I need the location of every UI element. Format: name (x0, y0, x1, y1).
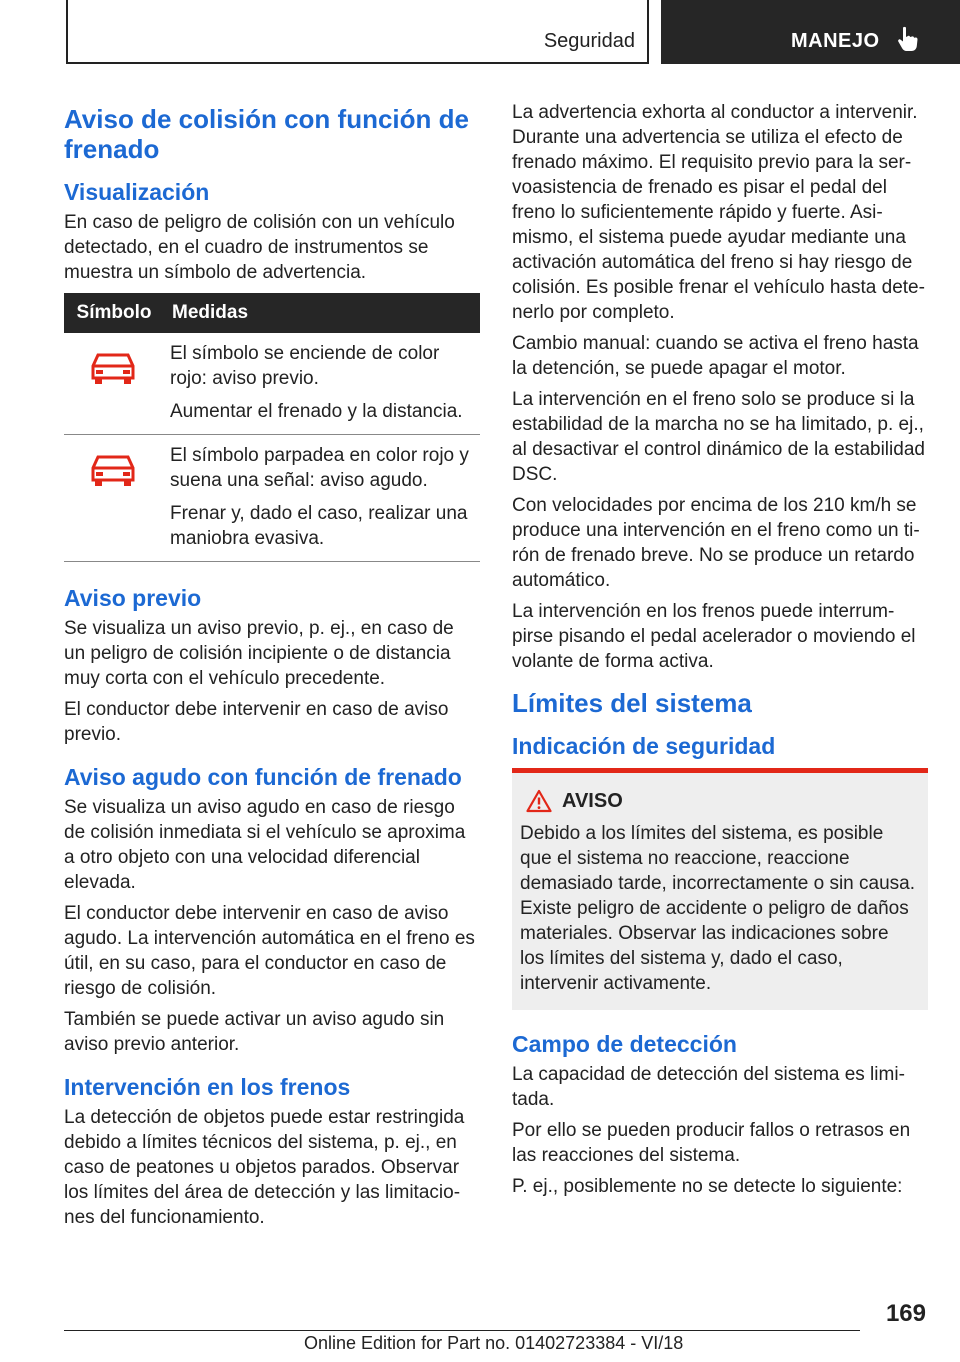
table-row (64, 435, 480, 562)
left-column (64, 100, 480, 1236)
symbol-cell (64, 333, 164, 435)
safety-heading: Indicación de seguridad (512, 733, 776, 759)
page-number: 169 (885, 1300, 926, 1327)
display-heading: Visualización (64, 179, 210, 205)
acute-warning-text: El conductor debe intervenir en caso de aviso agudo. La intervención automática en el freno es útil, en su caso, para el conductor en caso de riesgo de colisión. (64, 903, 475, 999)
header-chapter-tab (661, 0, 960, 64)
col-symbol-header: Símbolo (64, 293, 164, 333)
warning-title: AVISO (562, 789, 623, 812)
acute-warning-text: Se visualiza un aviso agudo en caso de riesgo de colisión inmediata si el vehículo se aproxima a otro objeto con una velocidad diferencial elevada. (64, 797, 466, 893)
body-text: Cambio manual: cuando se activa el freno hasta la detención, se puede apagar el motor. (512, 333, 919, 379)
section-title: Aviso de colisión con función de frenado (64, 104, 469, 164)
col-measures-header: Medidas (164, 293, 480, 333)
measure-line: Frenar y, dado el caso, realizar una maniobra evasiva. (170, 503, 468, 549)
body-text: Con velocidades por encima de los 210 km/h se produce una intervención en el freno como un tirón de frenado breve. No se produce un retardo automático. (512, 495, 920, 591)
measures-cell (164, 435, 480, 562)
car-warning-icon (88, 351, 138, 387)
measure-line: El símbolo se enciende de color rojo: aviso previo. (170, 343, 440, 389)
body-text: La advertencia exhorta al conductor a intervenir. Durante una advertencia se utiliza el efecto de frenado máximo. El requisito previo para la servoasistencia de frenado es pisar el pedal del freno lo suficientemente rápido y fuerte. Asimismo, el sistema puede ayudar mediante una activación automática del freno si hay riesgo de colisión. Es posible frenar el vehículo hasta detenerlo por completo. (512, 102, 925, 323)
brake-intervention-heading: Intervención en los frenos (64, 1074, 351, 1100)
symbol-cell (64, 435, 164, 562)
warning-header (526, 789, 918, 813)
symbol-table (64, 293, 480, 562)
acute-warning-text: También se puede activar un aviso agudo sin aviso previo anterior. (64, 1009, 445, 1055)
measure-line: El símbolo parpadea en color rojo y suena una señal: aviso agudo. (170, 445, 469, 491)
header-chapter-title: MANEJO (791, 30, 880, 52)
detection-field-heading: Campo de detección (512, 1031, 737, 1057)
system-limits-heading: Límites del sistema (512, 688, 752, 718)
footer-divider (64, 1330, 860, 1331)
detection-text: Por ello se pueden producir fallos o retrasos en las reacciones del sistema. (512, 1120, 911, 1166)
header-section-title: Seguridad (543, 30, 635, 52)
measures-cell (164, 333, 480, 435)
hand-pointer-icon (897, 26, 919, 52)
body-text: La intervención en los frenos puede interrumpirse pisando el pedal acelerador o moviendo el volante de forma activa. (512, 601, 916, 672)
warning-text: Debido a los límites del sistema, es posible que el sistema no reaccione, reaccione demasiado tarde, incorrectamente o sin causa. Existe peligro de accidente o peligro de daños materiales. Observar las indicaciones sobre los límites del sistema y, dado el caso, intervenir activamente. (520, 823, 915, 994)
header-section-box (66, 0, 649, 64)
edition-footer: Online Edition for Part no. 01402723384 - VI/18 (304, 1333, 684, 1353)
measure-line: Aumentar el frenado y la distancia. (170, 401, 463, 422)
detection-text: La capacidad de detección del sistema es limitada. (512, 1064, 905, 1110)
prewarning-text: Se visualiza un aviso previo, p. ej., en caso de un peligro de colisión incipiente o de distancia muy corta con el vehículo precedente. (64, 618, 454, 689)
brake-intervention-text: La detección de objetos puede estar restringida debido a límites técnicos del sistema, p. ej., en caso de peatones u objetos parados. Observar los límites del área de detección y las limitaciones del funcionamiento. (64, 1107, 465, 1228)
warning-box (512, 768, 928, 1010)
car-warning-icon (88, 453, 138, 489)
prewarning-heading: Aviso previo (64, 585, 202, 611)
body-text: La intervención en el freno solo se produce si la estabilidad de la marcha no se ha limitado, p. ej., al desactivar el control dinámico de la estabilidad DSC. (512, 389, 925, 485)
warning-triangle-icon (526, 789, 552, 813)
table-row (64, 333, 480, 435)
detection-text: P. ej., posiblemente no se detecte lo siguiente: (512, 1176, 903, 1197)
acute-warning-heading: Aviso agudo con función de frenado (64, 764, 462, 790)
right-column (512, 100, 928, 1205)
prewarning-text: El conductor debe intervenir en caso de aviso previo. (64, 699, 449, 745)
display-text: En caso de peligro de colisión con un vehículo detectado, en el cuadro de instrumentos se muestra un símbolo de advertencia. (64, 212, 455, 283)
